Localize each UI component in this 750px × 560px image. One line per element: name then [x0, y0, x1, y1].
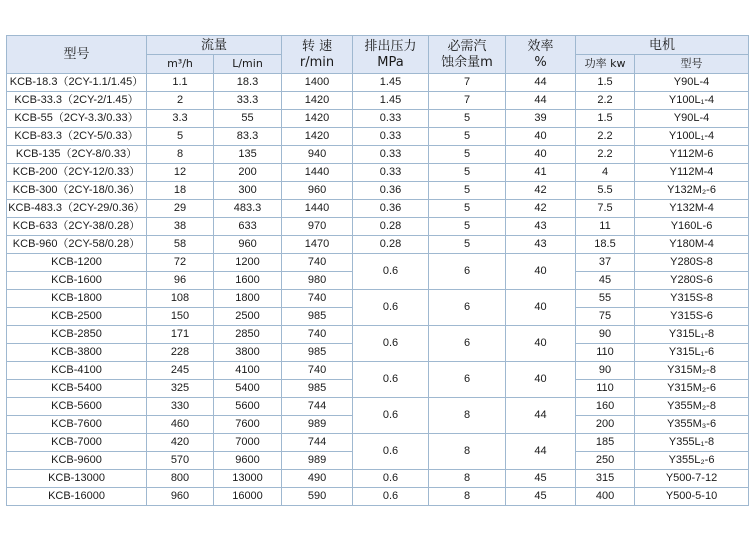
table-row — [7, 74, 749, 92]
cell-motor-power: 315 — [576, 470, 635, 488]
cell-speed: 1420 — [282, 92, 353, 110]
header-flow-lmin: L/min — [214, 55, 282, 74]
cell-motor-power: 160 — [576, 398, 635, 416]
cell-speed: 970 — [282, 218, 353, 236]
cell-npsh: 5 — [429, 182, 506, 200]
cell-model: KCB-7000 — [7, 434, 147, 452]
header-npsh — [429, 36, 506, 74]
cell-motor-model: Y315S-6 — [635, 308, 749, 326]
header-motor-model: 型号 — [635, 55, 749, 74]
header-efficiency — [506, 36, 576, 74]
cell-model: KCB-4100 — [7, 362, 147, 380]
header-motor: 电机 — [576, 36, 749, 55]
cell-flow-lmin: 83.3 — [214, 128, 282, 146]
cell-speed: 1420 — [282, 128, 353, 146]
cell-model: KCB-960（2CY-58/0.28） — [7, 236, 147, 254]
cell-motor-model: Y355M₃-6 — [635, 416, 749, 434]
cell-flow-lmin: 2500 — [214, 308, 282, 326]
cell-flow-lmin: 135 — [214, 146, 282, 164]
table-header — [7, 36, 749, 74]
cell-flow-m3h: 245 — [147, 362, 214, 380]
cell-speed: 960 — [282, 182, 353, 200]
cell-speed: 989 — [282, 416, 353, 434]
header-efficiency-label: 效率 — [527, 38, 554, 54]
cell-model: KCB-2500 — [7, 308, 147, 326]
header-flow-m3h: m³/h — [147, 55, 214, 74]
cell-npsh: 5 — [429, 146, 506, 164]
cell-flow-lmin: 633 — [214, 218, 282, 236]
cell-flow-lmin: 1600 — [214, 272, 282, 290]
table-row — [7, 110, 749, 128]
cell-pressure-merged: 0.6 — [353, 362, 429, 398]
header-motor-power: 功率 kw — [576, 55, 635, 74]
cell-npsh: 5 — [429, 110, 506, 128]
cell-flow-m3h: 150 — [147, 308, 214, 326]
table-row — [7, 200, 749, 218]
cell-npsh: 8 — [429, 470, 506, 488]
cell-motor-model: Y355M₂-8 — [635, 398, 749, 416]
cell-speed: 1420 — [282, 110, 353, 128]
cell-motor-model: Y160L-6 — [635, 218, 749, 236]
cell-npsh-merged: 6 — [429, 254, 506, 290]
cell-flow-m3h: 96 — [147, 272, 214, 290]
cell-motor-model: Y112M-6 — [635, 146, 749, 164]
table-row — [7, 236, 749, 254]
cell-flow-m3h: 3.3 — [147, 110, 214, 128]
cell-motor-model: Y132M₂-6 — [635, 182, 749, 200]
cell-pressure: 0.33 — [353, 110, 429, 128]
cell-motor-power: 11 — [576, 218, 635, 236]
cell-model: KCB-5400 — [7, 380, 147, 398]
cell-pressure-merged: 0.6 — [353, 254, 429, 290]
table-row — [7, 182, 749, 200]
cell-speed: 490 — [282, 470, 353, 488]
cell-motor-model: Y280S-6 — [635, 272, 749, 290]
cell-motor-power: 45 — [576, 272, 635, 290]
cell-flow-m3h: 108 — [147, 290, 214, 308]
header-model: 型号 — [7, 36, 147, 74]
cell-efficiency-merged: 40 — [506, 254, 576, 290]
table-row — [7, 398, 749, 416]
cell-motor-model: Y315S-8 — [635, 290, 749, 308]
cell-efficiency: 43 — [506, 236, 576, 254]
cell-motor-model: Y500-7-12 — [635, 470, 749, 488]
cell-speed: 740 — [282, 326, 353, 344]
cell-efficiency-merged: 44 — [506, 434, 576, 470]
table-row — [7, 146, 749, 164]
table-row — [7, 362, 749, 380]
cell-speed: 989 — [282, 452, 353, 470]
cell-motor-power: 185 — [576, 434, 635, 452]
cell-flow-lmin: 13000 — [214, 470, 282, 488]
cell-model: KCB-13000 — [7, 470, 147, 488]
cell-speed: 1440 — [282, 200, 353, 218]
cell-model: KCB-9600 — [7, 452, 147, 470]
cell-npsh: 5 — [429, 200, 506, 218]
table-body — [7, 74, 749, 506]
cell-flow-m3h: 800 — [147, 470, 214, 488]
cell-motor-model: Y355L₂-6 — [635, 452, 749, 470]
cell-flow-lmin: 2850 — [214, 326, 282, 344]
header-speed — [282, 36, 353, 74]
cell-flow-m3h: 420 — [147, 434, 214, 452]
cell-efficiency: 40 — [506, 146, 576, 164]
cell-motor-power: 2.2 — [576, 146, 635, 164]
table-row — [7, 254, 749, 272]
cell-flow-m3h: 960 — [147, 488, 214, 506]
cell-speed: 590 — [282, 488, 353, 506]
cell-speed: 744 — [282, 434, 353, 452]
cell-efficiency-merged: 40 — [506, 362, 576, 398]
cell-pressure-merged: 0.6 — [353, 290, 429, 326]
cell-speed: 1470 — [282, 236, 353, 254]
cell-flow-m3h: 325 — [147, 380, 214, 398]
cell-speed: 980 — [282, 272, 353, 290]
table-row — [7, 164, 749, 182]
cell-flow-lmin: 7000 — [214, 434, 282, 452]
header-speed-label: 转 速 — [301, 38, 333, 54]
cell-flow-lmin: 33.3 — [214, 92, 282, 110]
cell-motor-power: 55 — [576, 290, 635, 308]
cell-flow-m3h: 570 — [147, 452, 214, 470]
cell-motor-model: Y315L₁-6 — [635, 344, 749, 362]
header-efficiency-unit: % — [534, 54, 547, 70]
cell-flow-lmin: 7600 — [214, 416, 282, 434]
cell-motor-model: Y90L-4 — [635, 110, 749, 128]
cell-flow-m3h: 171 — [147, 326, 214, 344]
cell-flow-lmin: 5600 — [214, 398, 282, 416]
cell-motor-model: Y90L-4 — [635, 74, 749, 92]
cell-motor-model: Y112M-4 — [635, 164, 749, 182]
cell-motor-power: 1.5 — [576, 110, 635, 128]
cell-pressure: 0.6 — [353, 488, 429, 506]
cell-speed: 985 — [282, 344, 353, 362]
cell-motor-power: 250 — [576, 452, 635, 470]
cell-flow-m3h: 38 — [147, 218, 214, 236]
cell-flow-lmin: 3800 — [214, 344, 282, 362]
cell-speed: 740 — [282, 254, 353, 272]
cell-flow-lmin: 55 — [214, 110, 282, 128]
cell-efficiency-merged: 40 — [506, 290, 576, 326]
cell-flow-m3h: 18 — [147, 182, 214, 200]
cell-pressure: 1.45 — [353, 74, 429, 92]
cell-motor-model: Y180M-4 — [635, 236, 749, 254]
header-flow: 流量 — [147, 36, 282, 55]
cell-npsh: 7 — [429, 92, 506, 110]
cell-flow-lmin: 1200 — [214, 254, 282, 272]
spec-table-container — [6, 35, 748, 506]
cell-flow-m3h: 8 — [147, 146, 214, 164]
pump-spec-table — [6, 35, 749, 506]
cell-efficiency: 43 — [506, 218, 576, 236]
cell-flow-lmin: 1800 — [214, 290, 282, 308]
cell-model: KCB-1800 — [7, 290, 147, 308]
cell-flow-lmin: 483.3 — [214, 200, 282, 218]
header-npsh-line1: 必需汽 — [447, 38, 487, 54]
cell-motor-power: 5.5 — [576, 182, 635, 200]
cell-efficiency: 45 — [506, 488, 576, 506]
header-pressure — [353, 36, 429, 74]
cell-efficiency: 40 — [506, 128, 576, 146]
cell-pressure-merged: 0.6 — [353, 398, 429, 434]
cell-motor-power: 1.5 — [576, 74, 635, 92]
cell-npsh-merged: 8 — [429, 398, 506, 434]
header-npsh-line2: 蚀余量m — [441, 54, 493, 70]
cell-flow-lmin: 300 — [214, 182, 282, 200]
cell-flow-m3h: 228 — [147, 344, 214, 362]
cell-motor-model: Y100L₁-4 — [635, 128, 749, 146]
cell-model: KCB-83.3（2CY-5/0.33） — [7, 128, 147, 146]
cell-efficiency: 44 — [506, 92, 576, 110]
cell-flow-m3h: 72 — [147, 254, 214, 272]
cell-model: KCB-55（2CY-3.3/0.33） — [7, 110, 147, 128]
cell-model: KCB-5600 — [7, 398, 147, 416]
cell-model: KCB-16000 — [7, 488, 147, 506]
cell-motor-model: Y280S-8 — [635, 254, 749, 272]
cell-flow-m3h: 29 — [147, 200, 214, 218]
cell-model: KCB-633（2CY-38/0.28） — [7, 218, 147, 236]
cell-motor-power: 75 — [576, 308, 635, 326]
cell-motor-model: Y315L₁-8 — [635, 326, 749, 344]
cell-motor-power: 2.2 — [576, 92, 635, 110]
cell-motor-power: 7.5 — [576, 200, 635, 218]
cell-pressure: 0.33 — [353, 146, 429, 164]
table-row — [7, 218, 749, 236]
cell-flow-lmin: 960 — [214, 236, 282, 254]
cell-efficiency: 42 — [506, 182, 576, 200]
cell-efficiency: 42 — [506, 200, 576, 218]
cell-flow-lmin: 9600 — [214, 452, 282, 470]
cell-model: KCB-3800 — [7, 344, 147, 362]
header-speed-unit: r/min — [299, 54, 335, 70]
cell-motor-power: 18.5 — [576, 236, 635, 254]
cell-pressure: 0.6 — [353, 470, 429, 488]
cell-npsh: 5 — [429, 128, 506, 146]
table-row — [7, 434, 749, 452]
cell-model: KCB-2850 — [7, 326, 147, 344]
cell-pressure-merged: 0.6 — [353, 326, 429, 362]
cell-model: KCB-200（2CY-12/0.33） — [7, 164, 147, 182]
cell-speed: 1400 — [282, 74, 353, 92]
cell-speed: 744 — [282, 398, 353, 416]
cell-speed: 740 — [282, 362, 353, 380]
cell-model: KCB-1600 — [7, 272, 147, 290]
cell-model: KCB-33.3（2CY-2/1.45） — [7, 92, 147, 110]
cell-efficiency: 45 — [506, 470, 576, 488]
cell-npsh-merged: 6 — [429, 326, 506, 362]
header-pressure-label: 排出压力 — [364, 38, 417, 54]
cell-motor-power: 110 — [576, 380, 635, 398]
cell-motor-model: Y500-5-10 — [635, 488, 749, 506]
cell-flow-lmin: 200 — [214, 164, 282, 182]
cell-pressure: 0.33 — [353, 128, 429, 146]
cell-model: KCB-7600 — [7, 416, 147, 434]
cell-model: KCB-18.3（2CY-1.1/1.45） — [7, 74, 147, 92]
cell-npsh: 5 — [429, 164, 506, 182]
cell-pressure-merged: 0.6 — [353, 434, 429, 470]
cell-pressure: 0.36 — [353, 182, 429, 200]
table-row — [7, 92, 749, 110]
cell-motor-power: 110 — [576, 344, 635, 362]
cell-motor-model: Y315M₂-8 — [635, 362, 749, 380]
cell-efficiency-merged: 44 — [506, 398, 576, 434]
cell-pressure: 0.28 — [353, 236, 429, 254]
cell-speed: 940 — [282, 146, 353, 164]
cell-flow-m3h: 58 — [147, 236, 214, 254]
cell-model: KCB-1200 — [7, 254, 147, 272]
cell-pressure: 0.33 — [353, 164, 429, 182]
cell-motor-power: 2.2 — [576, 128, 635, 146]
cell-motor-power: 90 — [576, 362, 635, 380]
cell-speed: 985 — [282, 380, 353, 398]
cell-flow-m3h: 1.1 — [147, 74, 214, 92]
cell-efficiency: 41 — [506, 164, 576, 182]
cell-efficiency: 44 — [506, 74, 576, 92]
cell-flow-m3h: 460 — [147, 416, 214, 434]
cell-efficiency: 39 — [506, 110, 576, 128]
cell-model: KCB-483.3（2CY-29/0.36） — [7, 200, 147, 218]
cell-flow-m3h: 2 — [147, 92, 214, 110]
cell-npsh: 5 — [429, 236, 506, 254]
cell-pressure: 0.36 — [353, 200, 429, 218]
cell-flow-m3h: 330 — [147, 398, 214, 416]
cell-npsh-merged: 8 — [429, 434, 506, 470]
cell-efficiency-merged: 40 — [506, 326, 576, 362]
table-row — [7, 326, 749, 344]
cell-motor-model: Y355L₁-8 — [635, 434, 749, 452]
cell-motor-model: Y100L₁-4 — [635, 92, 749, 110]
header-pressure-unit: MPa — [377, 54, 404, 70]
cell-motor-power: 90 — [576, 326, 635, 344]
cell-motor-power: 37 — [576, 254, 635, 272]
cell-npsh: 8 — [429, 488, 506, 506]
table-row — [7, 128, 749, 146]
cell-motor-power: 4 — [576, 164, 635, 182]
cell-model: KCB-135（2CY-8/0.33） — [7, 146, 147, 164]
cell-pressure: 0.28 — [353, 218, 429, 236]
cell-motor-power: 400 — [576, 488, 635, 506]
cell-flow-lmin: 4100 — [214, 362, 282, 380]
table-row — [7, 488, 749, 506]
cell-motor-power: 200 — [576, 416, 635, 434]
cell-speed: 985 — [282, 308, 353, 326]
cell-npsh: 5 — [429, 218, 506, 236]
cell-npsh: 7 — [429, 74, 506, 92]
cell-model: KCB-300（2CY-18/0.36） — [7, 182, 147, 200]
cell-motor-model: Y315M₂-6 — [635, 380, 749, 398]
cell-npsh-merged: 6 — [429, 290, 506, 326]
cell-speed: 1440 — [282, 164, 353, 182]
cell-flow-lmin: 5400 — [214, 380, 282, 398]
table-row — [7, 290, 749, 308]
cell-pressure: 1.45 — [353, 92, 429, 110]
cell-flow-lmin: 16000 — [214, 488, 282, 506]
cell-flow-lmin: 18.3 — [214, 74, 282, 92]
cell-speed: 740 — [282, 290, 353, 308]
cell-flow-m3h: 5 — [147, 128, 214, 146]
cell-motor-model: Y132M-4 — [635, 200, 749, 218]
cell-npsh-merged: 6 — [429, 362, 506, 398]
table-row — [7, 470, 749, 488]
cell-flow-m3h: 12 — [147, 164, 214, 182]
